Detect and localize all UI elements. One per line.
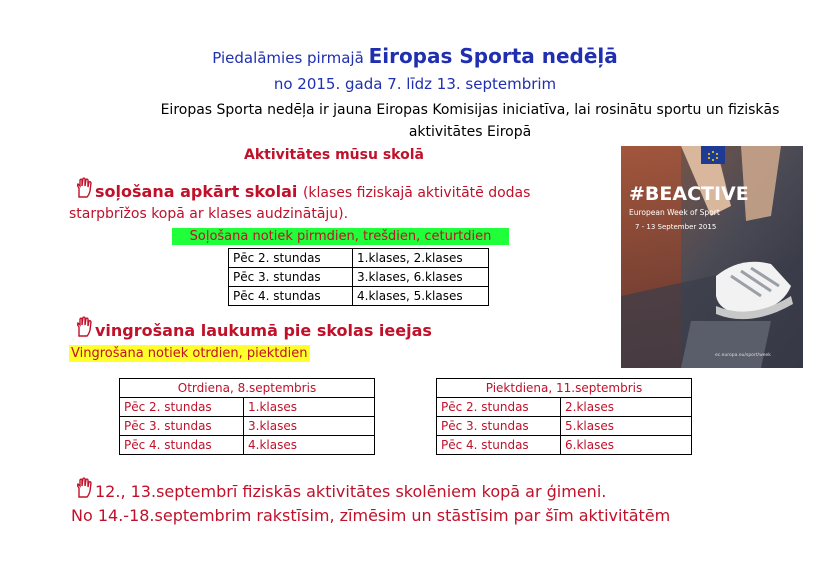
time-cell: Pēc 2. stundas [120, 398, 244, 417]
classes-cell: 3.klases, 6.klases [353, 268, 489, 287]
time-cell: Pēc 2. stundas [437, 398, 561, 417]
poster-url: ec.europa.eu/sport/week [715, 353, 771, 358]
classes-cell: 1.klases [244, 398, 375, 417]
classes-cell: 4.klases [244, 436, 375, 455]
table-row [437, 436, 692, 455]
hand-icon [75, 316, 95, 338]
poster-image [621, 146, 803, 368]
report-line: No 14.-18.septembrim rakstīsim, zīmēsim un stāstīsim par šīm aktivitātēm [71, 506, 671, 525]
time-cell: Pēc 3. stundas [229, 268, 353, 287]
time-cell: Pēc 3. stundas [437, 417, 561, 436]
table-header-row [437, 379, 692, 398]
classes-cell: 5.klases [561, 417, 692, 436]
table-row [120, 417, 375, 436]
walking-days: Soļošana notiek pirmdien, trešdien, ceturtdien [172, 228, 509, 245]
poster-subtitle: European Week of Sport [629, 208, 720, 217]
table-row [229, 268, 489, 287]
table-row [229, 249, 489, 268]
table-row [120, 436, 375, 455]
classes-cell: 2.klases [561, 398, 692, 417]
time-cell: Pēc 2. stundas [229, 249, 353, 268]
classes-cell: 1.klases, 2.klases [353, 249, 489, 268]
time-cell: Pēc 4. stundas [120, 436, 244, 455]
friday-schedule-table [436, 378, 692, 455]
table-header-row [120, 379, 375, 398]
time-cell: Pēc 3. stundas [120, 417, 244, 436]
classes-cell: 3.klases [244, 417, 375, 436]
poster-hashtag: #BEACTIVE [629, 183, 749, 205]
hand-icon [75, 477, 95, 499]
tuesday-schedule-table [119, 378, 375, 455]
poster-dates: 7 - 13 September 2015 [635, 223, 717, 231]
activities-title: Aktivitātes mūsu skolā [244, 147, 424, 163]
classes-cell: 6.klases [561, 436, 692, 455]
header-line1 [0, 44, 830, 68]
header-prefix: Piedalāmies pirmajā [212, 49, 364, 67]
walking-note: (klases fiziskajā aktivitātē dodas [302, 185, 531, 201]
table-row [229, 287, 489, 306]
gym-title: vingrošana laukumā pie skolas ieejas [95, 321, 432, 340]
walking-title: soļošana apkārt skolai [95, 182, 298, 201]
header-title: Eiropas Sporta nedēļā [368, 44, 618, 68]
hand-icon [75, 177, 95, 199]
table-row [120, 398, 375, 417]
gym-heading [75, 316, 432, 340]
header-dates: no 2015. gada 7. līdz 13. septembrim [273, 75, 557, 93]
walking-note-continued: starpbrīžos kopā ar klases audzinātāju). [69, 206, 349, 222]
gym-days: Vingrošana notiek otrdien, piektdien [69, 345, 310, 362]
walking-heading [75, 177, 530, 201]
walking-schedule-table [228, 248, 489, 306]
table-row [437, 398, 692, 417]
family-line [75, 477, 606, 501]
classes-cell: 4.klases, 5.klases [353, 287, 489, 306]
table-header: Piektdiena, 11.septembris [437, 379, 692, 398]
table-row [437, 417, 692, 436]
time-cell: Pēc 4. stundas [229, 287, 353, 306]
time-cell: Pēc 4. stundas [437, 436, 561, 455]
intro-text: Eiropas Sporta nedēļa ir jauna Eiropas Komisijas iniciatīva, lai rosinātu sportu un fiziskās aktivitātes Eiropā [160, 102, 780, 140]
family-text: 12., 13.septembrī fiziskās aktivitātes skolēniem kopā ar ģimeni. [95, 482, 607, 501]
beactive-poster [621, 146, 803, 368]
table-header: Otrdiena, 8.septembris [120, 379, 375, 398]
